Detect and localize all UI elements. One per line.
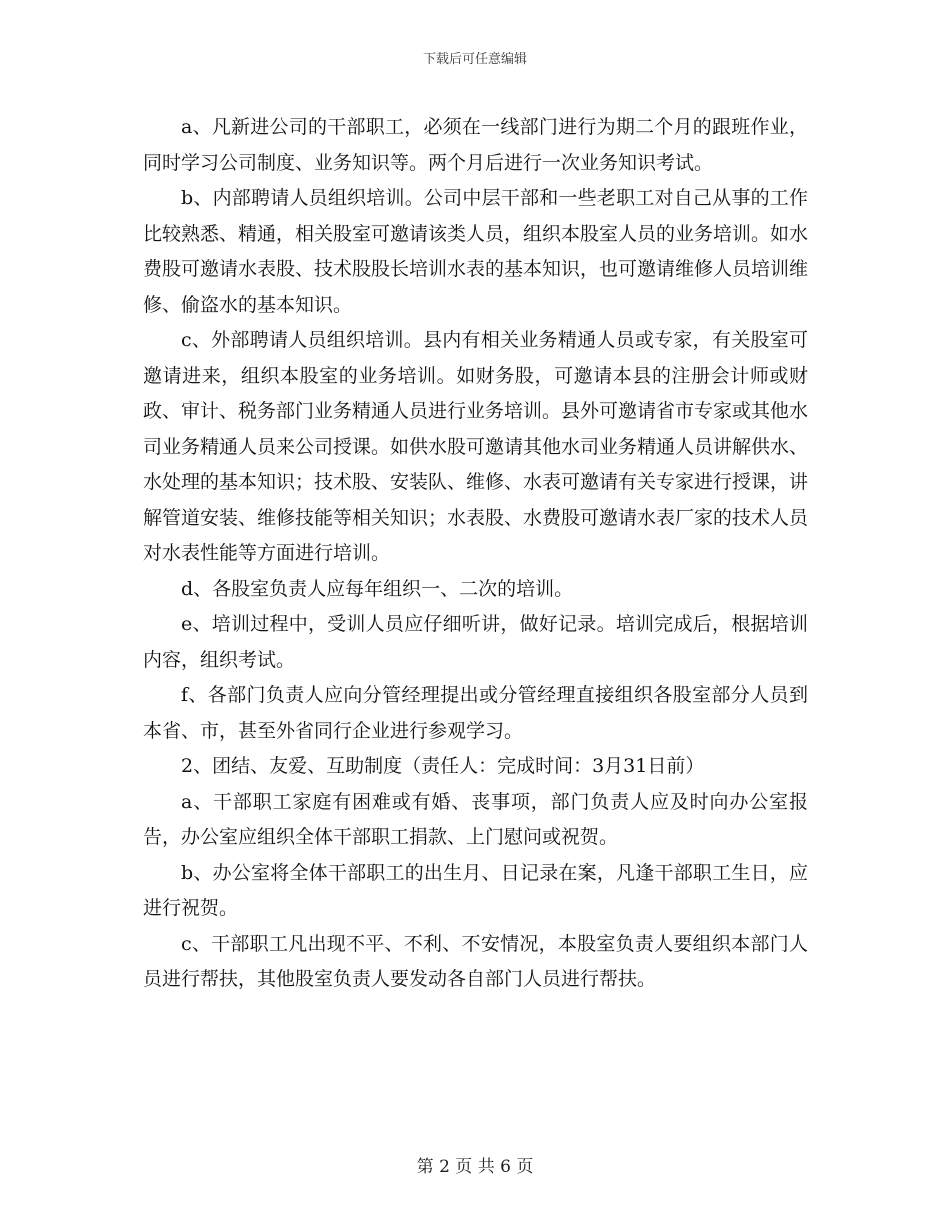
paragraph-b-internal-training: b、内部聘请人员组织培训。公司中层干部和一些老职工对自己从事的工作比较熟悉、精通，相关股室可邀请该类人员，组织本股室人员的业务培训。如水费股可邀请水表股、技术股股长培训水表的基本知识，也可邀请维修人员培训维修、偷盗水的基本知识。 [143, 187, 809, 316]
page-number-footer: 第 2 页 共 6 页 [416, 1157, 534, 1177]
paragraph-c-assistance: c、干部职工凡出现不平、不利、不安情况，本股室负责人要组织本部门人员进行帮扶，其他股室负责人要发动各自部门人员进行帮扶。 [143, 932, 808, 990]
paragraph-b-birthday: b、办公室将全体干部职工的出生月、日记录在案，凡逢干部职工生日，应进行祝贺。 [143, 861, 808, 919]
paragraph-a-family-hardship: a、干部职工家庭有困难或有婚、丧事项，部门负责人应及时向办公室报告，办公室应组织全体干部职工捐款、上门慰问或祝贺。 [143, 790, 808, 848]
section-heading-mutual-aid: 2、团结、友爱、互助制度（责任人：完成时间：3月31日前） [181, 755, 705, 777]
paragraph-a-new-staff: a、凡新进公司的干部职工，必须在一线部门进行为期二个月的跟班作业，同时学习公司制度、业务知识等。两个月后进行一次业务知识考试。 [143, 116, 808, 174]
paragraph-e-training-process: e、培训过程中，受训人员应仔细听讲，做好记录。培训完成后，根据培训内容，组织考试。 [143, 613, 808, 671]
paragraph-c-external-training: c、外部聘请人员组织培训。县内有相关业务精通人员或专家，有关股室可邀请进来，组织本股室的业务培训。如财务股，可邀请本县的注册会计师或财政、审计、税务部门业务精通人员进行业务培训。县外可邀请省市专家或其他水司业务精通人员来公司授课。如供水股可邀请其他水司业务精通人员讲解供水、水处理的基本知识；技术股、安装队、维修、水表可邀请有关专家进行授课，讲解管道安装、维修技能等相关知识；水表股、水费股可邀请水表厂家的技术人员对水表性能等方面进行培训。 [143, 329, 809, 564]
document-body [143, 110, 808, 998]
page-header: 下载后可任意编辑 [422, 52, 527, 67]
paragraph-d-annual-training: d、各股室负责人应每年组织一、二次的培训。 [181, 577, 574, 600]
paragraph-f-study-visits: f、各部门负责人应向分管经理提出或分管经理直接组织各股室部分人员到本省、市，甚至外省同行企业进行参观学习。 [143, 684, 808, 742]
